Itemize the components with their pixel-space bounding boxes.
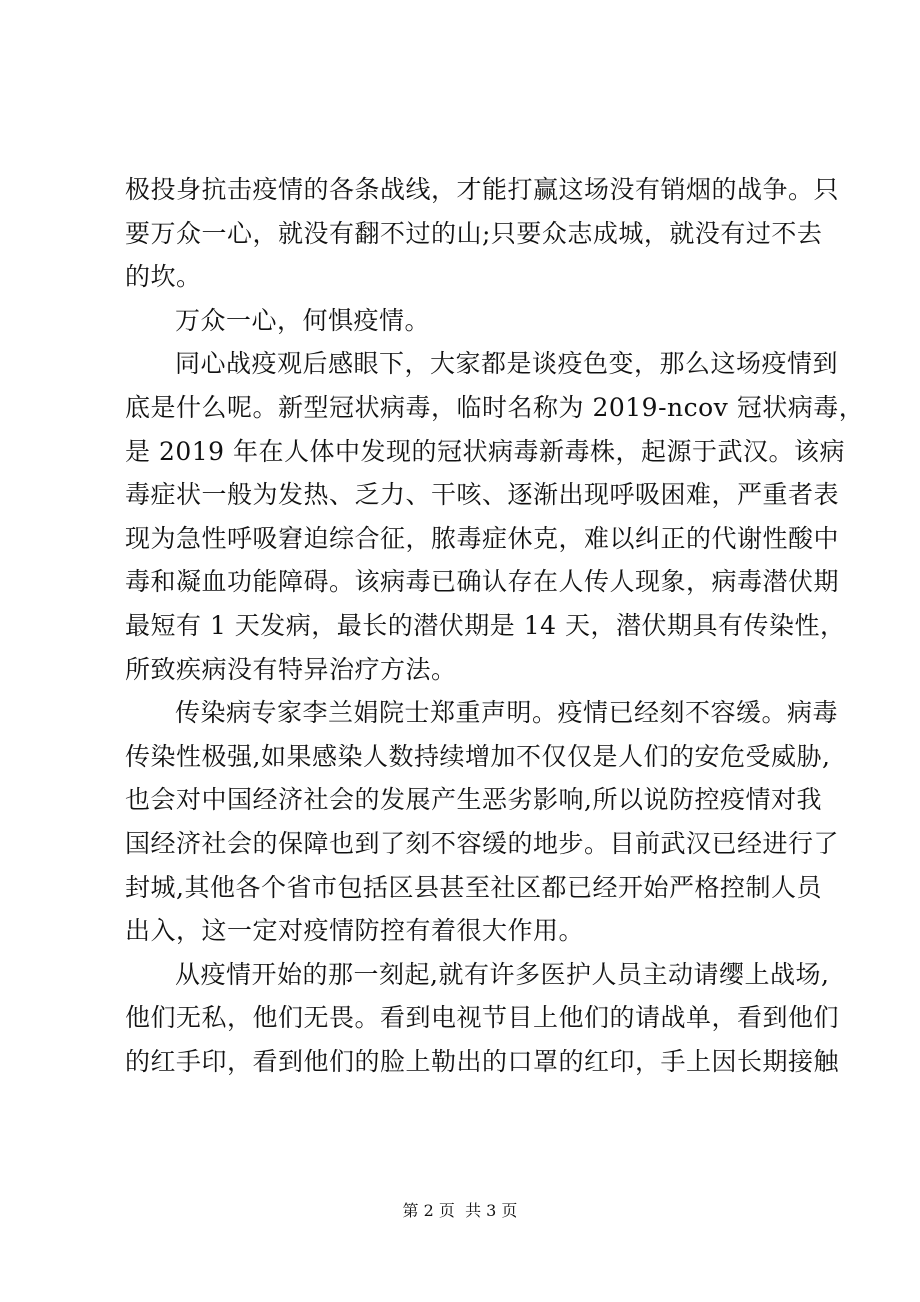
text-line: 的坎。 bbox=[125, 262, 202, 292]
text-line: 是 2019 年在人体中发现的冠状病毒新毒株，起源于武汉。该病 bbox=[125, 436, 846, 466]
document-body bbox=[125, 168, 865, 1083]
text-line: 从疫情开始的那一刻起,就有许多医护人员主动请缨上战场, bbox=[175, 959, 830, 989]
text-line: 最短有 1 天发病，最长的潜伏期是 14 天，潜伏期具有传染性， bbox=[125, 610, 846, 640]
text-line: 出入，这一定对疫情防控有着很大作用。 bbox=[125, 916, 585, 946]
text-line: 同心战疫观后感眼下，大家都是谈疫色变，那么这场疫情到 bbox=[175, 349, 839, 379]
text-line: 所致疾病没有特异治疗方法。 bbox=[125, 654, 457, 684]
text-line: 也会对中国经济社会的发展产生恶劣影响,所以说防控疫情对我 bbox=[125, 785, 822, 815]
text-line: 国经济社会的保障也到了刻不容缓的地步。目前武汉已经进行了 bbox=[125, 828, 840, 858]
text-line: 传染性极强,如果感染人数持续增加不仅仅是人们的安危受威胁, bbox=[125, 741, 831, 771]
text-line: 他们无私，他们无畏。看到电视节目上他们的请战单，看到他们 bbox=[125, 1003, 840, 1033]
text-line: 毒和凝血功能障碍。该病毒已确认存在人传人现象，病毒潜伏期 bbox=[125, 567, 840, 597]
text-line: 底是什么呢。新型冠状病毒，临时名称为 2019-ncov 冠状病毒， bbox=[125, 392, 865, 422]
text-line: 毒症状一般为发热、乏力、干咳、逐渐出现呼吸困难，严重者表 bbox=[125, 480, 840, 510]
page-number-footer: 第 2 页 共 3 页 bbox=[402, 1201, 518, 1220]
text-line: 的红手印，看到他们的脸上勒出的口罩的红印，手上因长期接触 bbox=[125, 1046, 840, 1076]
text-line: 极投身抗击疫情的各条战线，才能打赢这场没有销烟的战争。只 bbox=[125, 175, 840, 204]
text-line: 要万众一心，就没有翻不过的山;只要众志成城，就没有过不去 bbox=[125, 218, 823, 248]
text-line: 万众一心，何惧疫情。 bbox=[175, 305, 431, 335]
text-line: 现为急性呼吸窘迫综合征，脓毒症休克，难以纠正的代谢性酸中 bbox=[125, 523, 840, 553]
text-line: 传染病专家李兰娟院士郑重声明。疫情已经刻不容缓。病毒 bbox=[175, 698, 839, 728]
text-line: 封城,其他各个省市包括区县甚至社区都已经开始严格控制人员 bbox=[125, 872, 822, 902]
